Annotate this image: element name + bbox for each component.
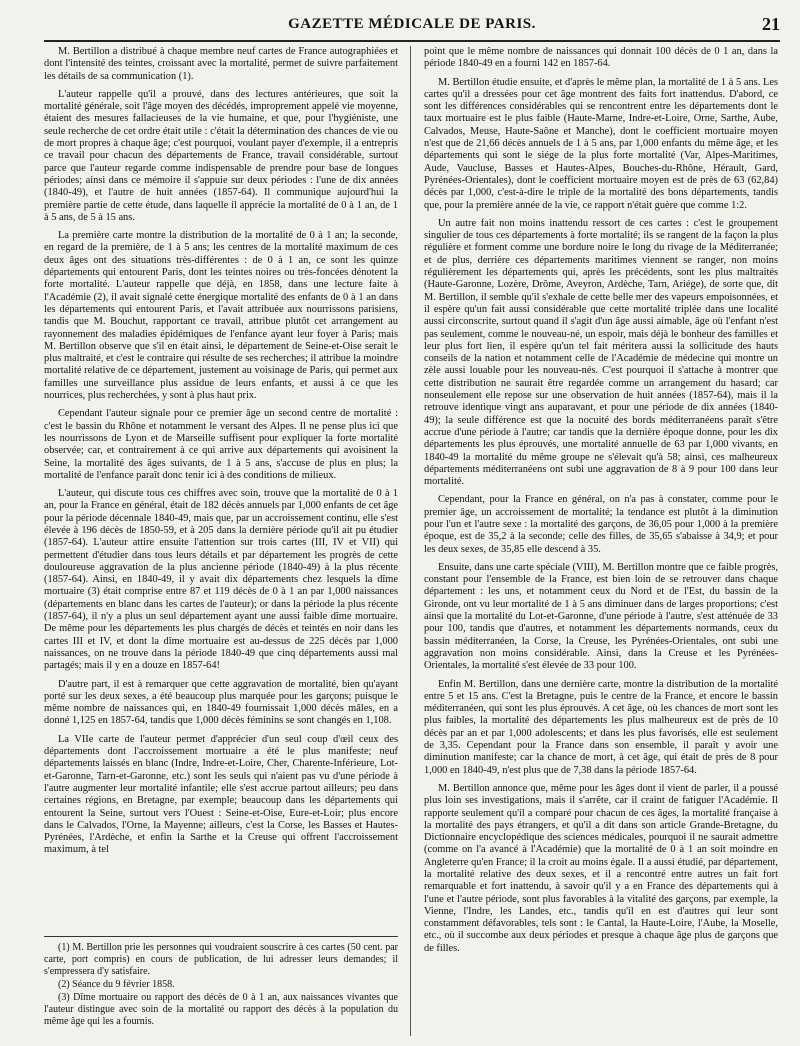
paragraph: M. Bertillon étudie ensuite, et d'après le même plan, la mortalité de 1 à 5 ans. Les cartes qu'il a dressées pour cet âge montrent des faits fort inattendus. D'abord, ce sont les différences considérables qui se rencontrent entre les départements dont le taux mortuaire est le plus faible (Haute-Marne, Indre-et-Loire, Orne, Sarthe, Aube, Calvados, Meuse, Haute-Saône et Manche), dont le coefficient mortuaire moyen n'est que de 21,66 décès annuels de 1 à 5 ans, par 1,000 enfants du même âge, et les départements qui sont le siége de la plus forte mortalité (Var, Alpes-Maritimes, Aude, Vaucluse, Basses et Hautes-Alpes, Bouches-du-Rhône, Hérault, Gard, Pyrénées-Orientales), dont le coefficient mortuaire moyen est de près de 63 (62,84) décès par 1,000, c'est-à-dire le triple de la mortalité des bons départements, tandis que, pour la première année de la vie, ce rapport n'était guère que comme 1:2.	[424, 76, 778, 211]
running-title: GAZETTE MÉDICALE DE PARIS.	[288, 16, 536, 32]
paragraph: Enfin M. Bertillon, dans une dernière carte, montre la distribution de la mortalité entre 5 et 15 ans. C'est la Bretagne, puis le centre de la France, et encore le bassin méditerranéen, qui sont les plus éprouvés. A cet âge, où les chances de mort sont les plus faibles, la mortalité des départements les plus malheureux est de près de 10 décès par an et par 1,000 adolescents; et dans les plus favorisés, elle est seulement de 3,35. Cependant pour la France dans son ensemble, il paraît y avoir une diminution manifeste; car la chance de mort, à cet âge, qui était de près de 8 pour 1,000 en 1840-49, n'est plus que de 7,38 dans la période 1857-64.	[424, 678, 778, 776]
column-divider	[410, 46, 411, 1036]
paragraph: L'auteur rappelle qu'il a prouvé, dans des lectures antérieures, que soit la mortalité générale, soit l'âge moyen des décédés, improprement appelé vie moyenne, étaient des mesures fallacieuses de la vie humaine, et que, pour l'hygiéniste, une seule recherche de cet ordre était utile : c'était la détermination des chances de vie ou de mort propres à chaque âge; c'est pourquoi, voulant payer d'exemple, il a entrepris ce travail pour chacun des départements de France, travail considérable, surtout parce que l'auteur regarde comme indispensable de prendre pour base de longues périodes; ainsi dans ce mémoire il s'appuie sur deux périodes : l'une de dix années (1840-49), et l'autre de huit années (1857-64). Il communique aujourd'hui la première partie de cette étude, dans laquelle il apprécie la mortalité de 0 à 1 an, de 1 à 5 ans, de 5 à 15 ans.	[44, 88, 398, 223]
paragraph: M. Bertillon a distribué à chaque membre neuf cartes de France autographiées et dont l'intensité des teintes, croissant avec la mortalité, permet de suivre parfaitement les détails de sa communication (1).	[44, 46, 398, 82]
page-number: 21	[762, 14, 780, 34]
paragraph: point que le même nombre de naissances qui donnait 100 décès de 0 1 an, dans la période 1840-49 en a fourni 142 en 1857-64.	[424, 46, 778, 70]
footnote-rule	[44, 936, 398, 937]
right-column	[424, 46, 778, 1036]
footnotes	[44, 942, 398, 1029]
paragraph: Cependant, pour la France en général, on n'a pas à constater, comme pour le premier âge, un accroissement de mortalité; la tendance est plutôt à la diminution pour l'un et l'autre sexe : la mortalité des garçons, de 36,05 pour 1,000 à la première époque, est de 35,2 à la seconde; celle des filles, de 35,65 s'abaisse à 34,9; et pour les deux sexes, de 35,85 elle descend à 35.	[424, 494, 778, 555]
paragraph: La VIIe carte de l'auteur permet d'apprécier d'un seul coup d'œil ceux des départements dont l'accroissement mortuaire a été le plus manifeste; neuf départements laissés en blanc (Indre, Indre-et-Loire, Cher, Charente-Inférieure, Lot-et-Garonne, Tarn-et-Garonne, etc.) sont les seuls qui n'aient pas vu d'une période à l'autre augmenter leur mortalité infantile; elle s'est accrue partout ailleurs; peu dans certaines régions, en Bretagne, par exemple; beaucoup dans les départements qui entourent la Seine, surtout vers l'Ouest : Seine-et-Oise, Eure-et-Loir; plus encore dans le Calvados, l'Orne, la Mayenne; ailleurs, c'est la Corse, les Basses et Hautes-Pyrénées, l'Ardèche, et enfin la Sarthe et la Creuse qui offrent l'accroissement maximum, à tel	[44, 733, 398, 856]
paragraph: M. Bertillon annonce que, même pour les âges dont il vient de parler, il a poussé plus loin ses investigations, mais il s'arrête, car il craint de fatiguer l'Académie. Il rapporte seulement qu'il a comparé pour chacun de ces âges, la mortalité française à la mortalité des pays étrangers, et qu'il a dit dans son article Grande-Bretagne, du Dictionnaire encyclopédique des sciences médicales, pourquoi il ne saurait admettre (comme on l'a avancé à l'Académie) que la mortalité de 0 à 1 an soit moindre en Angleterre qu'en France; il la croit au moins égale. Il a aussi étudié, par département, la mortalité relative des deux sexes, et il a rencontré entre autres un fait fort remarquable et fort inattendu, à savoir qu'il y a en France des départements qui à l'une et l'autre période, sont plus favorables à la vitalité des garçons, par exemple, la Vienne, l'Indre, les Landes, etc., tandis qu'il en est d'autres qui leur sont constamment défavorables, tels sont : le Cantal, la Haute-Loire, l'Aube, la Moselle, etc., où il succombe aux deux périodes et presque à chaque âge plus de garçons que de filles.	[424, 782, 778, 954]
paragraph: D'autre part, il est à remarquer que cette aggravation de mortalité, bien qu'ayant porté sur les deux sexes, a été beaucoup plus marquée pour les garçons; puisque le même nombre de naissances qui, en 1840-49 fournissait 1,000 décès mâles, en a donné 1,125 en 1857-64, tandis que 1,000 décès féminins se sont changés en 1,108.	[44, 678, 398, 727]
paragraph: Un autre fait non moins inattendu ressort de ces cartes : c'est le groupement singulier de tous ces départements à forte mortalité; ils se rangent de la façon la plus régulière et forment comme une bordure noire le long du rivage de la Méditerranée; et de plus, derrière ces départements maritimes viennent se ranger, non moins régulièrement les départements qui, après les précédents, sont les plus maltraités (Haute-Garonne, Lozère, Drôme, Aveyron, Ardèche, Tarn, Ariége), de sorte que, dit M. Bertillon, il semble qu'il s'exhale de cette belle mer des vapeurs empoisonnées, et il espère qu'un fait aussi considérable que cette mortalité triplée dans une localité aussi circonscrite, surtout quand il s'agit d'un âge aussi aimable, âge où l'enfant n'est pas seulement, comme le nouveau-né, un espoir, mais déjà le bonheur des familles et leur plus fort lien, il espère qu'un tel fait méritera aussi la sollicitude des hauts conseils de la nation et notamment celle de l'Académie de médecine qui montre un zèle aussi louable pour les nouveau-nés. C'est pourquoi il s'attache à montrer que cette distribution ne saurait être regardée comme un arrangement du hasard; car nonseulement elle repose sur une observation de huit années (1857-64), mais il la retrouve identique vingt ans auparavant, et pour une période de dix années (1840-49); la seule différence est que la nocuité des bords méditerranéens paraît s'être accrue d'une période à l'autre; car tandis que la dernière époque donne, pour les dix départements les plus éprouvés, une mortalité annuelle de 63 par 1,000 vivants, en 1840-49 la mortalité du même groupe ne s'élevait qu'à 58; ainsi, ces malheureux départements méditerranéens ont subi une aggravation de 8 à 9 pour 100 dans leur mortalité.	[424, 217, 778, 488]
paragraph: La première carte montre la distribution de la mortalité de 0 à 1 an; la seconde, en regard de la première, de 1 à 5 ans; les centres de la mortalité maximum de ces deux âges ont des situations très-différentes : de 0 à 1 an, ce sont les quinze départements qui entourent Paris, dont les teintes noires ou très-foncées dénotent la forte mortalité. L'auteur rappelle que déjà, en 1858, dans une lecture faite à l'Académie (2), il avait signalé cette énergique mortalité des enfants de 0 à 1 an dans les départements qui entourent Paris, et l'avait attribuée aux nourrissons parisiens, tandis que M. Bouchut, rapportant ce travail, attribue plutôt cet arrangement au rayonnement des maladies épidémiques de l'enfance ayant leur foyer à Paris; mais M. Bertillon observe que s'il en était ainsi, le département de Seine-et-Oise serait le plus maltraité, et c'est le contraire qui résulte de ses recherches; il attribue la moindre mortalité relative de ce département, justement au voisinage de Paris, qui permet aux familles une surveillance plus assidue de leurs enfants, et aussi à ce que les nourrices, plus recherchées, y sont à plus haut prix.	[44, 230, 398, 402]
paragraph: L'auteur, qui discute tous ces chiffres avec soin, trouve que la mortalité de 0 à 1 an, pour la France en général, était de 182 décès annuels par 1,000 enfants de cet âge pour la période décennale 1840-49, mais que, par un accroissement continu, elle s'est élevée à 196 décès de 1850-59, et à 205 dans la dernière période qu'il ait pu étudier (1857-64). L'auteur attire ensuite l'attention sur trois cartes (III, IV et VII) qui permettent d'étudier dans tous leurs détails et par département les progrès de cette douloureuse aggravation de la plus ancienne période (1840-49) à la plus récente (1857-64). Ainsi, en 1840-49, il y avait dix départements chez lesquels la dîme mortuaire (3) était comprise entre 87 et 119 décès de 0 à 1 an par 1,000 naissances (départements en blanc dans les cartes de l'auteur); or dans la période la plus récente (1857-64), il n'y a plus un seul département ayant une aussi faible dîme mortuaire. De même pour les départements les plus chargés de décès et teintés en noir dans les cartes III et IV, et dont la dîme mortuaire est au-dessus de 225 décès par 1,000 naissances, on ne trouve dans la période 1840-49 que cinq départements aussi mal partagés; mais il y en a douze en 1857-64!	[44, 488, 398, 672]
footnote: (1) M. Bertillon prie les personnes qui voudraient souscrire à ces cartes (50 cent. par carte, port compris) en cours de publication, de lui adresser leurs demandes; il s'empressera d'y satisfaire.	[44, 942, 398, 977]
footnote: (2) Séance du 9 février 1858.	[58, 979, 175, 990]
page-header	[44, 14, 780, 38]
paragraph: Cependant l'auteur signale pour ce premier âge un second centre de mortalité : c'est le bassin du Rhône et notamment le versant des Alpes. Il ne pense plus ici que les nourrissons de Lyon et de Marseille suffisent pour expliquer la forte mortalité observée; car, et contrairement à ce qui arrive aux départements qui avoisinent la Seine, la mortalité des âges suivants, de 1 à 5 ans, s'accuse de plus en plus; la mortalité de l'enfance paraît donc tenir ici à des conditions de milieux.	[44, 408, 398, 481]
footnote: (3) Dîme mortuaire ou rapport des décès de 0 à 1 an, aux naissances vivantes que l'auteur distingue avec soin de la mortalité ou rapport des décès à la population du même âge qui les a fournis.	[44, 992, 398, 1027]
left-column	[44, 46, 398, 986]
header-rule	[44, 40, 780, 42]
paragraph: Ensuite, dans une carte spéciale (VIII), M. Bertillon montre que ce faible progrès, constant pour l'ensemble de la France, est bien loin de se retrouver dans chaque département : les uns, et notamment ceux du Nord et de l'Est, du bassin de la Gironde, ont vu leur mortalité de 1 à 5 ans diminuer dans de larges proportions; c'est ainsi que la mortalité du Lot-et-Garonne, d'une période à l'autre, s'est atténuée de 33 pour 100, tandis que d'autres, et notamment les départements normands, ceux du bassin méditerranéen, la Corse, la Creuse, les Pyrénées-Orientales, ont subi une aggravation non moins considérable. Ainsi, dans la Creuse et les Pyrénées-Orientales, la mortalité s'est élevée de 33 pour 100.	[424, 561, 778, 672]
